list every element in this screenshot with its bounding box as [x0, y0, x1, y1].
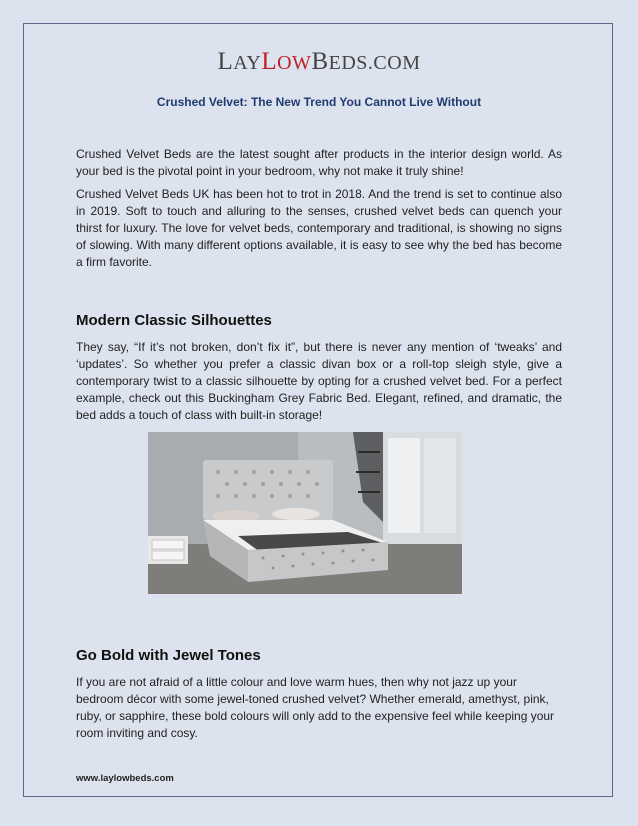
section-heading-jewel-tones: Go Bold with Jewel Tones: [76, 647, 261, 664]
site-logo: LAYLOWBEDS.COM: [217, 48, 421, 75]
intro-paragraph-1: Crushed Velvet Beds are the latest sought after products in the interior design world. As your bed is the pivotal point in your bedroom, why not make it truly shine!: [76, 147, 562, 178]
section-body-modern-classic: They say, “If it’s not broken, don’t fix it”, but there is never any mention of ‘tweaks’ and ‘updates’. So whether you prefer a classic divan box or a roll-top sleigh style, give a contemporary twist to a classic silhouette by opting for a crushed velvet bed. For a perfect example, check out this Buckingham Grey Fabric Bed. Elegant, refined, and dramatic, the bed adds a touch of class with built-in storage!: [76, 340, 562, 422]
document-title: Crushed Velvet: The New Trend You Cannot Live Without: [156, 95, 482, 109]
section-body-jewel-tones: If you are not afraid of a little colour and love warm hues, then why not jazz up your bedroom décor with some jewel-toned crushed velvet? Whether emerald, amethyst, pink, ruby, or sapphire, these bold colours will only add to the expensive feel while keeping your room inviting and cosy.: [76, 675, 555, 740]
section-heading-modern-classic: Modern Classic Silhouettes: [76, 312, 272, 329]
intro-paragraph-2: Crushed Velvet Beds UK has been hot to trot in 2018. And the trend is set to continue also in 2019. Soft to touch and alluring to the senses, crushed velvet beds can quench your thirst for luxury. The love for velvet beds, contemporary and traditional, is showing no signs of slowing. With many different options available, it is easy to see why the bed has become a firm favorite.: [76, 187, 562, 269]
footer-url[interactable]: www.laylowbeds.com: [76, 773, 174, 784]
bed-photo: [148, 432, 462, 594]
